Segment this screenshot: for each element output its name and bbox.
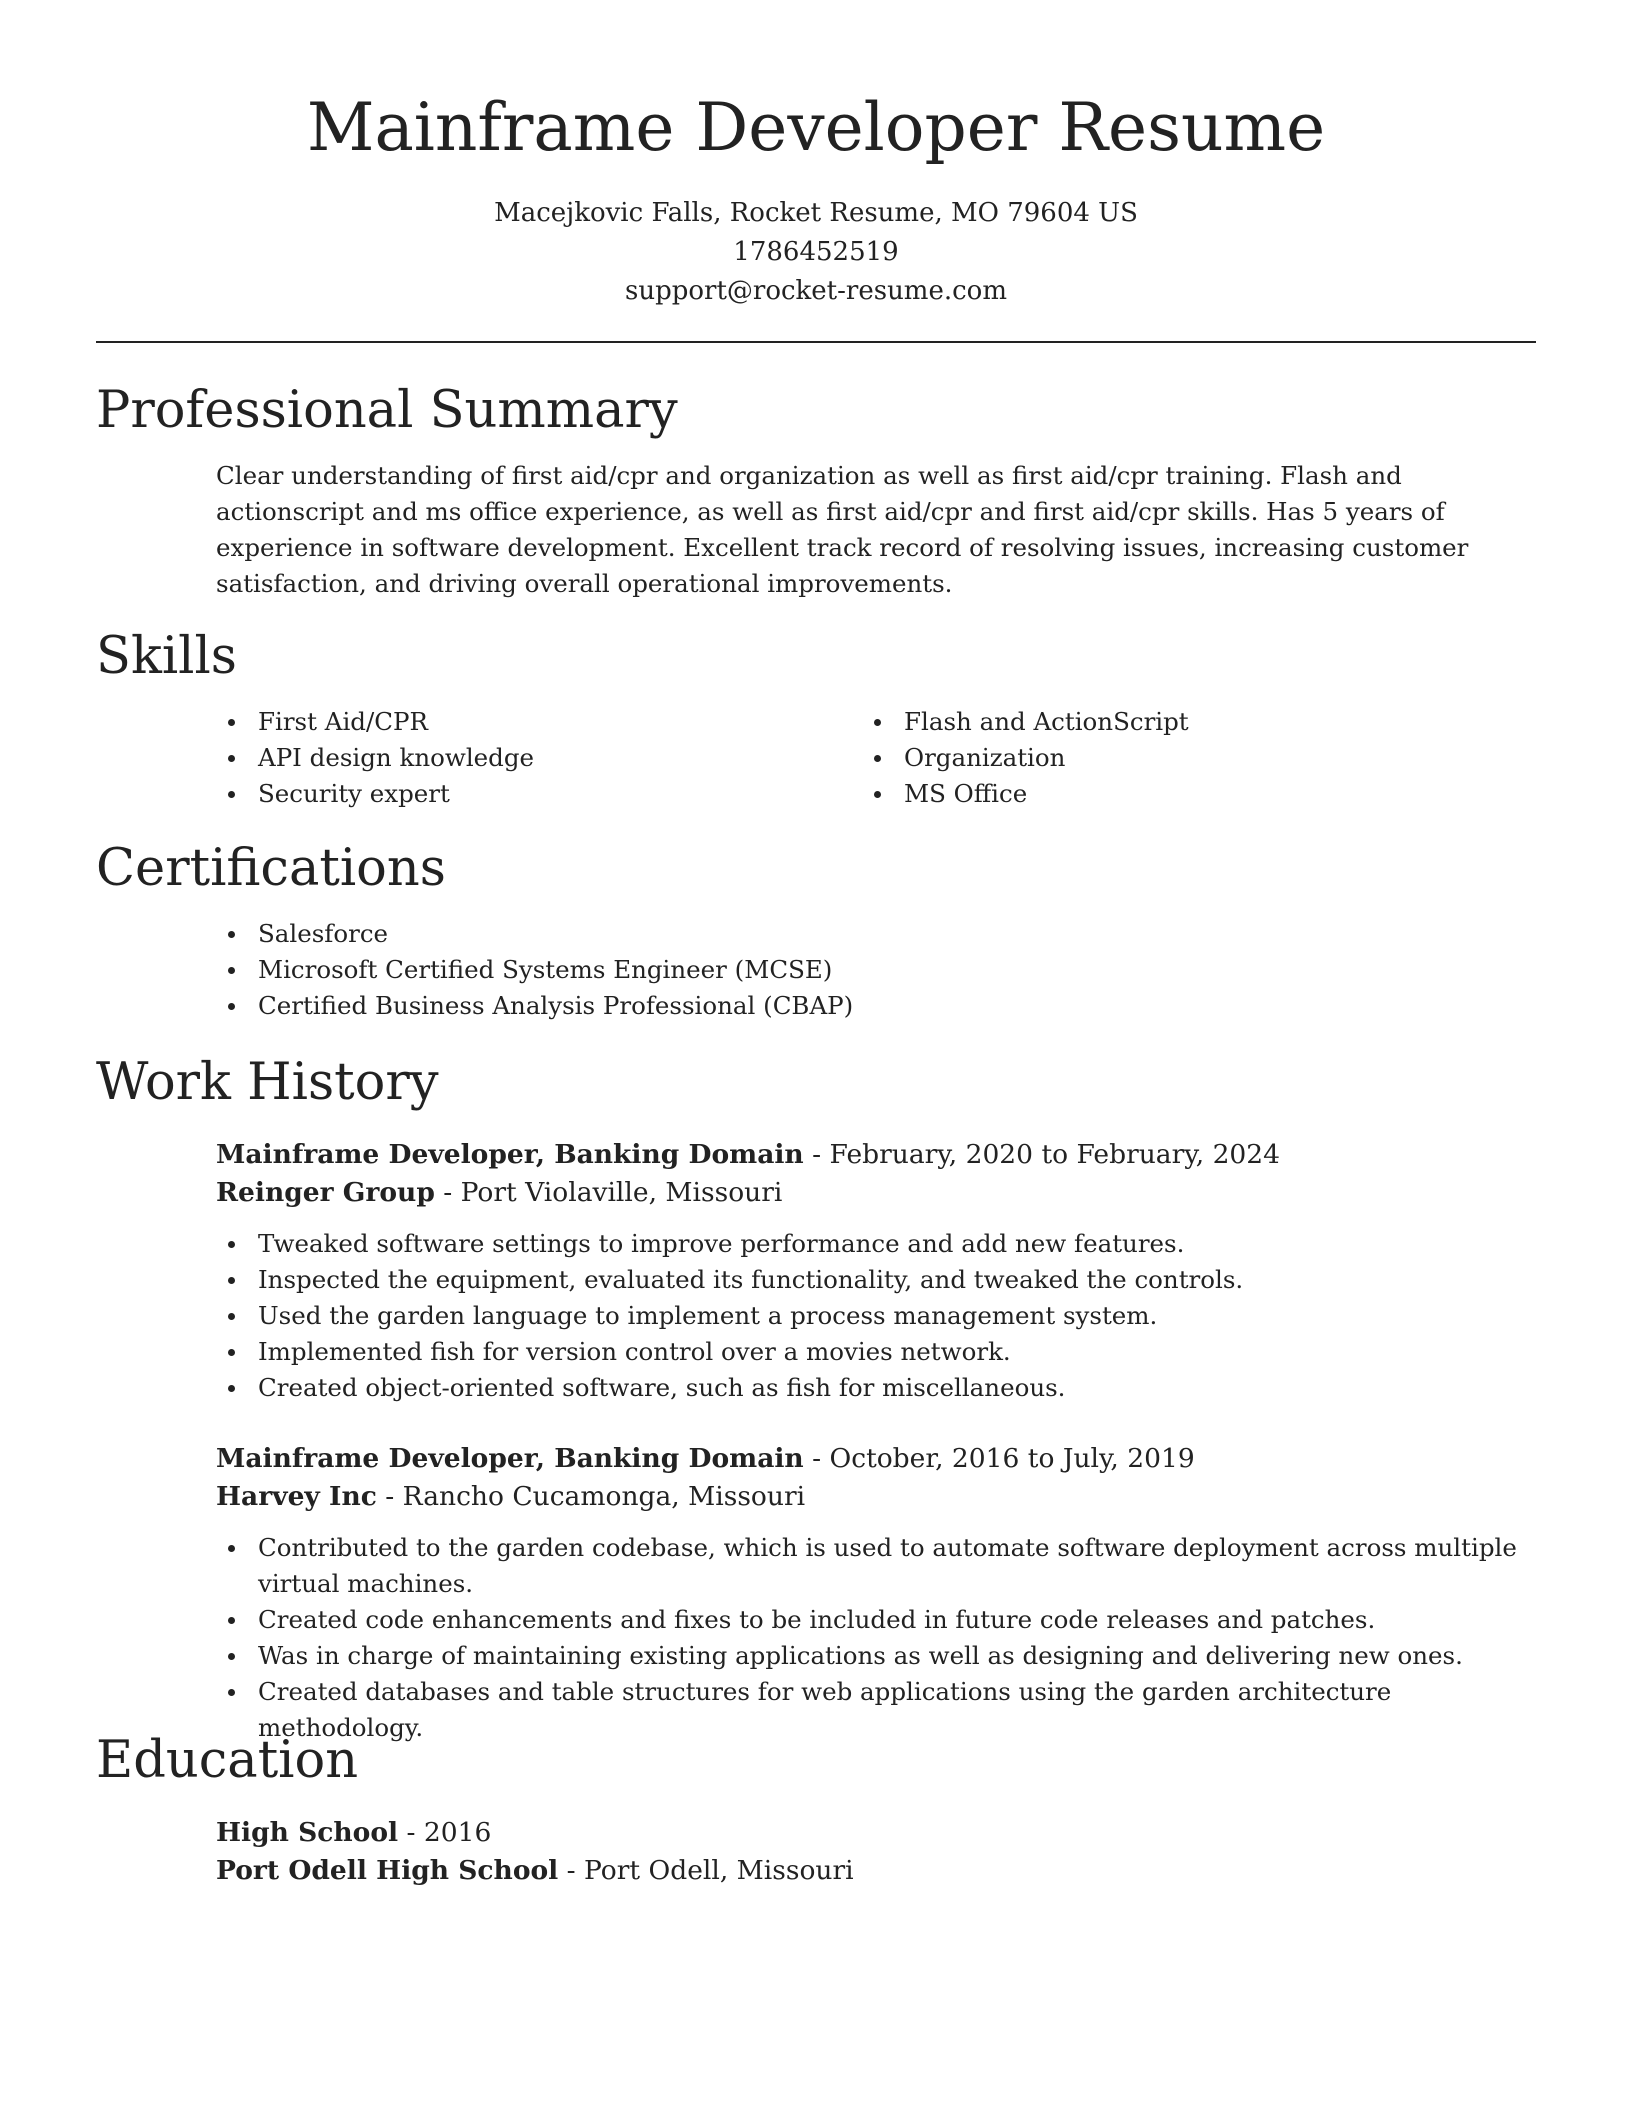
list-item: Security expert (214, 776, 814, 812)
section-title-skills: Skills (96, 627, 237, 686)
job-2-title-line (216, 1440, 1195, 1478)
list-item: API design knowledge (214, 740, 814, 776)
job-dates: - February, 2020 to February, 2024 (803, 1139, 1281, 1170)
job-role: Mainframe Developer, Banking Domain (216, 1443, 804, 1474)
list-item: First Aid/CPR (214, 704, 814, 740)
list-item: Tweaked software settings to improve performance and add new features. (214, 1226, 1534, 1262)
section-title-certifications: Certifications (96, 839, 446, 898)
section-title-work-history: Work History (96, 1053, 439, 1112)
skills-list-left (214, 704, 814, 812)
list-item: Salesforce (214, 916, 1534, 952)
education-location: - Port Odell, Missouri (558, 1855, 854, 1886)
education-degree: High School (216, 1817, 399, 1848)
education-school: Port Odell High School (216, 1855, 559, 1886)
job-dates: - October, 2016 to July, 2019 (803, 1443, 1195, 1474)
contact-block (0, 194, 1632, 311)
phone: 1786452519 (733, 237, 899, 267)
job-1-bullets (214, 1226, 1534, 1406)
section-title-summary: Professional Summary (96, 381, 678, 440)
list-item: Created databases and table structures for web applications using the garden architecture methodology. (214, 1674, 1534, 1746)
header-divider (96, 341, 1536, 343)
job-location: - Rancho Cucamonga, Missouri (376, 1481, 806, 1512)
list-item: Flash and ActionScript (860, 704, 1520, 740)
list-item: Microsoft Certified Systems Engineer (MCSE) (214, 952, 1534, 988)
email: support@rocket-resume.com (624, 276, 1007, 306)
job-2-company-line (216, 1478, 805, 1516)
list-item: Certified Business Analysis Professional (CBAP) (214, 988, 1534, 1024)
list-item: Organization (860, 740, 1520, 776)
education-degree-line (216, 1814, 491, 1852)
job-location: - Port Violaville, Missouri (434, 1177, 783, 1208)
list-item: Used the garden language to implement a process management system. (214, 1298, 1534, 1334)
job-company: Reinger Group (216, 1177, 435, 1208)
skills-list-right (860, 704, 1520, 812)
list-item: Created code enhancements and fixes to be included in future code releases and patches. (214, 1602, 1534, 1638)
section-title-education: Education (96, 1731, 359, 1790)
job-1-company-line (216, 1174, 782, 1212)
resume-header (0, 0, 1632, 311)
list-item: MS Office (860, 776, 1520, 812)
list-item: Implemented fish for version control over a movies network. (214, 1334, 1534, 1370)
job-role: Mainframe Developer, Banking Domain (216, 1139, 804, 1170)
summary-text: Clear understanding of first aid/cpr and organization as well as first aid/cpr training. Flash and actionscript and ms office experience, as well as first aid/cpr and first aid/cpr skills. Has 5 years of experience in software development. Excellent track record of resolving issues, increasing customer satisfaction, and driving overall operational improvements. (216, 461, 1469, 598)
job-2-bullets (214, 1530, 1534, 1746)
job-company: Harvey Inc (216, 1481, 377, 1512)
job-1-title-line (216, 1136, 1280, 1174)
resume-title: Mainframe Developer Resume (306, 89, 1326, 166)
education-year: - 2016 (398, 1817, 492, 1848)
list-item: Created object-oriented software, such as fish for miscellaneous. (214, 1370, 1534, 1406)
list-item: Was in charge of maintaining existing applications as well as designing and delivering new ones. (214, 1638, 1534, 1674)
list-item: Contributed to the garden codebase, which is used to automate software deployment across multiple virtual machines. (214, 1530, 1534, 1602)
education-school-line (216, 1852, 854, 1890)
address: Macejkovic Falls, Rocket Resume, MO 79604 US (494, 198, 1138, 228)
list-item: Inspected the equipment, evaluated its functionality, and tweaked the controls. (214, 1262, 1534, 1298)
certifications-list (214, 916, 1534, 1024)
